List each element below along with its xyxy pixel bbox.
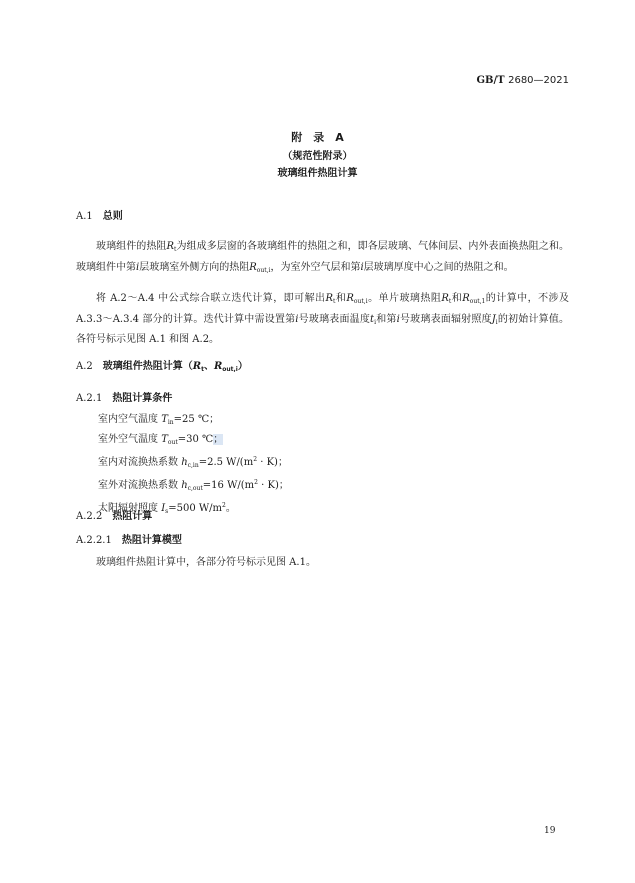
appendix-heading: 玻璃组件热阻计算: [277, 168, 358, 179]
condition-item: 室外空气温度 $T_{out}=30$ ℃；: [98, 434, 224, 446]
paragraph-a1-2: 将 A.2～A.4 中公式综合联立迭代计算，即可解出$R_t$和$R_{out,i}$。单片玻璃热阻$R_t$和$R_{out,1}$的计算中，不涉及 A.3.3～A.3.4 部分的计算。迭代计算中需设置第i号玻璃表面温度$t_i$和第i号玻璃表面辐射照度$J_i$的初始计算值。各符号标示见图 A.1 和图 A.2。: [76, 293, 570, 345]
selection-highlight: ；: [213, 434, 224, 445]
condition-item: 室内空气温度 $T_{in}=25$ ℃；: [98, 414, 220, 426]
appendix-title: 附 录 A: [291, 131, 344, 144]
section-a22-heading: [76, 507, 152, 522]
section-a21-heading: [76, 389, 172, 404]
section-number: A.1: [76, 211, 93, 222]
section-title: 热阻计算条件: [112, 393, 173, 404]
section-number: A.2.2.1: [76, 535, 112, 546]
section-a221-heading: [76, 531, 182, 546]
standard-number: 2680—2021: [508, 75, 569, 86]
section-a2-heading: A.2 玻璃组件热阻计算（$R_t$、$R_{out,i}$）: [76, 361, 248, 373]
section-title: 热阻计算模型: [121, 535, 182, 546]
appendix-subtitle: （规范性附录）: [282, 151, 353, 162]
page-number: 19: [544, 826, 556, 836]
section-title: 热阻计算: [112, 511, 153, 522]
section-number: A.2.2: [76, 511, 103, 522]
paragraph-a221: 玻璃组件热阻计算中，各部分符号标示见图 A.1。: [96, 557, 316, 568]
standard-code: GB/T: [476, 75, 505, 86]
section-number: A.2: [76, 361, 93, 372]
conditions-list: [98, 411, 289, 520]
section-title: 总则: [102, 211, 123, 222]
document-header: [477, 75, 569, 86]
condition-item: 太阳辐射照度 $I_s=500$ $W/m^2$。: [98, 502, 236, 515]
condition-item: 室内对流换热系数 $h_{c,in}=2.5$ $W/(m^2 \cdot K)$；: [98, 456, 288, 469]
section-number: A.2.1: [76, 393, 103, 404]
section-a1-heading: [76, 207, 123, 222]
paragraph-a1-1: 玻璃组件的热阻$R_t$为组成多层窗的各玻璃组件的热阻之和，即各层玻璃、气体间层、内外表面换热阻之和。玻璃组件中第i层玻璃室外侧方向的热阻$R_{out,i}$，为室外空气层和第i层玻璃厚度中心之间的热阻之和。: [76, 241, 570, 274]
condition-item: 室外对流换热系数 $h_{c,out}=16$ $W/(m^2 \cdot K)$；: [98, 479, 289, 492]
